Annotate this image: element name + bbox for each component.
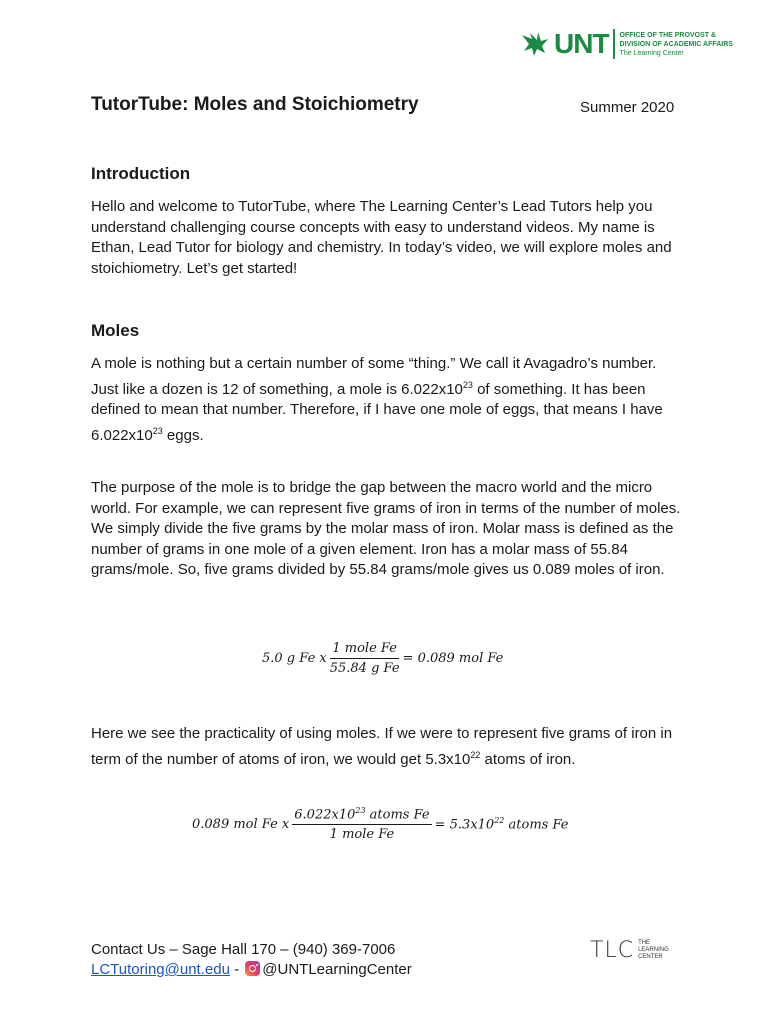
eq2-right (435, 816, 569, 832)
footer-contact (91, 940, 412, 980)
eq2-num-exponent: 23 (355, 806, 366, 815)
eq2-right-a: = 5.3x10 (434, 817, 495, 833)
moles-heading: Moles (91, 321, 140, 340)
moles-paragraph-3 (91, 724, 691, 770)
contact-links (91, 960, 412, 980)
eq2-num-a: 6.022x10 (294, 807, 356, 823)
document-term: Summer 2020 (580, 99, 675, 116)
tlc-logo (590, 938, 669, 963)
moles-p1-text-a: A mole is nothing but a certain number of some “thing.” We call it Avagadro’s number. Just like a dozen is 12 of something, a mole is 6.022x10 (91, 355, 657, 398)
equation-1 (262, 641, 503, 676)
tlc-line-3: CENTER (638, 954, 663, 960)
moles-p1-text-c: eggs. (162, 426, 204, 444)
unt-wordmark: UNT (554, 28, 609, 59)
tlc-line-1: THE (638, 940, 651, 946)
contact-separator: - (229, 961, 244, 978)
eq1-fraction (330, 641, 400, 676)
moles-p1-text-b: of something. It has been defined to mean that number. Therefore, if I have one mole of eggs, that means I have 6.022x10 (91, 380, 663, 444)
eq2-right-exponent: 22 (494, 816, 505, 825)
eq2-denominator: 1 mole Fe (329, 827, 395, 843)
office-name (620, 31, 733, 58)
eq1-left: 5.0 g Fe x (262, 651, 327, 666)
eq2-right-b: atoms Fe (504, 817, 569, 833)
eagle-icon (520, 29, 550, 59)
tlc-line-2: LEARNING (638, 947, 669, 953)
eq1-right: = 0.089 mol Fe (402, 651, 504, 666)
eq1-denominator: 55.84 g Fe (329, 661, 400, 676)
moles-paragraph-1 (91, 354, 687, 446)
document-title: TutorTube: Moles and Stoichiometry (91, 94, 419, 115)
contact-line: Contact Us – Sage Hall 170 – (940) 369-7006 (91, 941, 396, 958)
intro-heading: Introduction (91, 164, 191, 183)
eq2-num-b: atoms Fe (365, 807, 430, 823)
office-line-1: OFFICE OF THE PROVOST & (619, 31, 716, 39)
equation-2 (192, 806, 568, 842)
intro-paragraph: Hello and welcome to TutorTube, where The Learning Center’s Lead Tutors help you understand challenging course concepts with easy to understand videos. My name is Ethan, Lead Tutor for biology and chemistry. In today’s video, we will explore moles and stoichiometry. Let’s get started! (91, 198, 672, 277)
unt-logo (520, 22, 760, 66)
office-line-2: DIVISION OF ACADEMIC AFFAIRS (619, 40, 733, 48)
moles-p3-text-a: Here we see the practicality of using moles. If we were to represent five grams of iron in term of the number of atoms of iron, we would get 5.3x10 (91, 725, 673, 768)
tlc-mark: TLC (590, 938, 635, 963)
instagram-icon[interactable] (245, 961, 260, 976)
eq2-numerator (292, 806, 431, 825)
moles-p1-exponent-2: 23 (152, 425, 163, 436)
moles-p3-text-b: atoms of iron. (480, 750, 576, 768)
moles-p3-exponent: 22 (470, 749, 481, 760)
email-link[interactable]: LCTutoring@unt.edu (91, 961, 230, 978)
social-handle[interactable]: @UNTLearningCenter (262, 961, 412, 978)
eq1-numerator: 1 mole Fe (330, 641, 399, 659)
moles-paragraph-2: The purpose of the mole is to bridge the gap between the macro world and the micro world. For example, we can represent five grams of iron in terms of the number of moles. We simply divide the five grams by the molar mass of iron. Molar mass is defined as the number of grams in one mole of a given element. Iron has a molar mass of 55.84 grams/mole. So, five grams divided by 55.84 grams/mole gives us 0.089 moles of iron. (91, 479, 681, 578)
eq2-fraction (292, 806, 431, 842)
office-line-3: The Learning Center (619, 49, 684, 57)
tlc-text (638, 940, 669, 961)
eq2-left: 0.089 mol Fe x (192, 816, 290, 832)
moles-p1-exponent-1: 23 (462, 379, 473, 390)
logo-divider (613, 29, 615, 59)
